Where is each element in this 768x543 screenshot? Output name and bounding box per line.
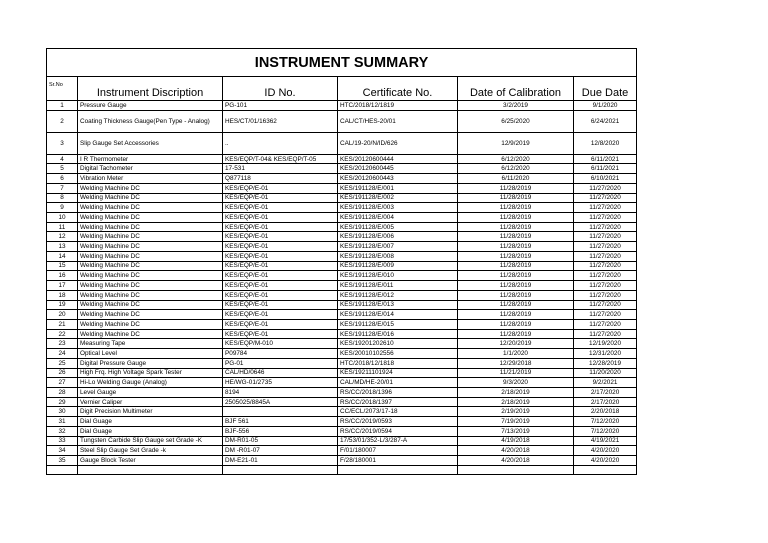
id-no-cell: KES/EQP/E-01	[223, 183, 338, 193]
table-row	[47, 183, 637, 193]
table-row	[47, 349, 637, 359]
id-no-cell: 17-531	[223, 164, 338, 174]
due-date-cell: 11/27/2020	[574, 319, 637, 329]
calibration-date-cell: 4/20/2018	[458, 456, 574, 466]
due-date-cell: 12/28/2019	[574, 358, 637, 368]
instrument-cell: Vibration Meter	[78, 174, 223, 184]
calibration-date-cell: 7/13/2019	[458, 426, 574, 436]
sr-no-cell: 3	[47, 132, 78, 154]
empty-cell	[47, 465, 78, 475]
due-date-cell: 6/10/2021	[574, 174, 637, 184]
certificate-no-cell: KES/191128/E/001	[338, 183, 458, 193]
sr-no-cell: 23	[47, 339, 78, 349]
due-date-cell: 11/27/2020	[574, 329, 637, 339]
instrument-cell: Steel Slip Gauge Set Grade -k	[78, 446, 223, 456]
instrument-summary-sheet	[46, 48, 636, 475]
certificate-no-cell: KES/191128/E/003	[338, 203, 458, 213]
due-date-cell: 11/27/2020	[574, 213, 637, 223]
calibration-date-cell: 11/28/2019	[458, 329, 574, 339]
table-row	[47, 213, 637, 223]
table-row	[47, 281, 637, 291]
calibration-date-cell: 11/28/2019	[458, 300, 574, 310]
table-row	[47, 110, 637, 132]
table-row	[47, 319, 637, 329]
column-header-certificate-no: Certificate No.	[338, 77, 458, 101]
due-date-cell: 2/20/2018	[574, 407, 637, 417]
table-row	[47, 242, 637, 252]
certificate-no-cell: KES/191128/E/016	[338, 329, 458, 339]
due-date-cell: 11/27/2020	[574, 290, 637, 300]
sr-no-cell: 29	[47, 397, 78, 407]
table-row	[47, 300, 637, 310]
calibration-date-cell: 6/11/2020	[458, 174, 574, 184]
calibration-date-cell: 11/28/2019	[458, 203, 574, 213]
due-date-cell: 4/20/2020	[574, 456, 637, 466]
table-row	[47, 426, 637, 436]
calibration-date-cell: 11/28/2019	[458, 193, 574, 203]
table-row	[47, 101, 637, 111]
id-no-cell: KES/EQP/E-01	[223, 290, 338, 300]
column-header-sr-no: Sr.No	[47, 77, 78, 101]
certificate-no-cell: KES/19211101924	[338, 368, 458, 378]
certificate-no-cell: KES/191128/E/007	[338, 242, 458, 252]
certificate-no-cell: HTC/2018/12/1818	[338, 358, 458, 368]
sr-no-cell: 21	[47, 319, 78, 329]
calibration-date-cell: 11/28/2019	[458, 232, 574, 242]
certificate-no-cell: RS/CC/2018/1396	[338, 387, 458, 397]
due-date-cell: 11/27/2020	[574, 261, 637, 271]
sr-no-cell: 32	[47, 426, 78, 436]
due-date-cell: 7/12/2020	[574, 426, 637, 436]
instrument-cell: Tungsten Carbide Slip Gauge set Grade -K	[78, 436, 223, 446]
due-date-cell: 11/20/2020	[574, 368, 637, 378]
id-no-cell: KES/EQP/E-01	[223, 300, 338, 310]
calibration-date-cell: 1/1/2020	[458, 349, 574, 359]
instrument-cell: Dial Guage	[78, 426, 223, 436]
id-no-cell: KES/EQP/E-01	[223, 310, 338, 320]
empty-cell	[458, 465, 574, 475]
certificate-no-cell: KES/191128/E/008	[338, 251, 458, 261]
calibration-date-cell: 2/19/2019	[458, 407, 574, 417]
due-date-cell: 9/1/2020	[574, 101, 637, 111]
table-row	[47, 436, 637, 446]
id-no-cell: KES/EQP/M-010	[223, 339, 338, 349]
table-row	[47, 387, 637, 397]
certificate-no-cell: KES/191128/E/013	[338, 300, 458, 310]
table-row	[47, 290, 637, 300]
table-row	[47, 407, 637, 417]
id-no-cell: DM -R01-07	[223, 446, 338, 456]
table-row	[47, 154, 637, 164]
table-row	[47, 378, 637, 388]
instrument-cell: Digital Tachometer	[78, 164, 223, 174]
calibration-date-cell: 12/20/2019	[458, 339, 574, 349]
id-no-cell: BJF 561	[223, 417, 338, 427]
table-row	[47, 164, 637, 174]
instrument-cell: Welding Machine DC	[78, 222, 223, 232]
due-date-cell: 11/27/2020	[574, 222, 637, 232]
id-no-cell: KES/EQP/E-01	[223, 203, 338, 213]
id-no-cell: PG-101	[223, 101, 338, 111]
calibration-date-cell: 12/9/2019	[458, 132, 574, 154]
sr-no-cell: 27	[47, 378, 78, 388]
instrument-cell: Welding Machine DC	[78, 290, 223, 300]
calibration-date-cell: 6/12/2020	[458, 164, 574, 174]
id-no-cell: HES/CT/01/16362	[223, 110, 338, 132]
empty-cell	[338, 465, 458, 475]
id-no-cell: KES/EQP/E-01	[223, 213, 338, 223]
table-row	[47, 222, 637, 232]
table-row	[47, 368, 637, 378]
sr-no-cell: 10	[47, 213, 78, 223]
sr-no-cell: 24	[47, 349, 78, 359]
instrument-cell: I R Thermometer	[78, 154, 223, 164]
id-no-cell: KES/EQP/E-01	[223, 251, 338, 261]
calibration-date-cell: 11/28/2019	[458, 319, 574, 329]
instrument-cell: Welding Machine DC	[78, 183, 223, 193]
due-date-cell: 12/19/2020	[574, 339, 637, 349]
due-date-cell: 6/11/2021	[574, 164, 637, 174]
sr-no-cell: 31	[47, 417, 78, 427]
certificate-no-cell: HTC/2018/12/1819	[338, 101, 458, 111]
due-date-cell: 7/12/2020	[574, 417, 637, 427]
certificate-no-cell: KES/191128/E/009	[338, 261, 458, 271]
certificate-no-cell: CAL/19-20/N/ID/626	[338, 132, 458, 154]
id-no-cell: KES/EQP/E-01	[223, 329, 338, 339]
due-date-cell: 11/27/2020	[574, 242, 637, 252]
certificate-no-cell: KES/191128/E/006	[338, 232, 458, 242]
column-header-due-date: Due Date	[574, 77, 637, 101]
id-no-cell: KES/EQP/E-01	[223, 222, 338, 232]
instrument-cell: Digit Precision Multimeter	[78, 407, 223, 417]
sr-no-cell: 5	[47, 164, 78, 174]
sr-no-cell: 26	[47, 368, 78, 378]
certificate-no-cell: KES/20120600443	[338, 174, 458, 184]
instrument-cell: Vernier Caliper	[78, 397, 223, 407]
table-row	[47, 193, 637, 203]
due-date-cell: 11/27/2020	[574, 183, 637, 193]
certificate-no-cell: KES/20120600444	[338, 154, 458, 164]
calibration-date-cell: 12/29/2018	[458, 358, 574, 368]
instrument-cell: High Frq. High Voltage Spark Tester	[78, 368, 223, 378]
instrument-cell: Welding Machine DC	[78, 213, 223, 223]
sr-no-cell: 7	[47, 183, 78, 193]
due-date-cell: 2/17/2020	[574, 397, 637, 407]
table-row	[47, 339, 637, 349]
calibration-date-cell: 3/2/2019	[458, 101, 574, 111]
instrument-cell: Welding Machine DC	[78, 203, 223, 213]
due-date-cell: 12/31/2020	[574, 349, 637, 359]
sheet-title: INSTRUMENT SUMMARY	[47, 49, 637, 77]
certificate-no-cell: F/01/180007	[338, 446, 458, 456]
sr-no-cell: 14	[47, 251, 78, 261]
table-row	[47, 261, 637, 271]
instrument-cell: Welding Machine DC	[78, 329, 223, 339]
empty-cell	[574, 465, 637, 475]
certificate-no-cell: F/28/180001	[338, 456, 458, 466]
sr-no-cell: 4	[47, 154, 78, 164]
instrument-cell: Welding Machine DC	[78, 251, 223, 261]
id-no-cell: 8194	[223, 387, 338, 397]
calibration-date-cell: 11/28/2019	[458, 310, 574, 320]
table-row	[47, 329, 637, 339]
calibration-date-cell: 6/25/2020	[458, 110, 574, 132]
id-no-cell: HE/WG-01/2735	[223, 378, 338, 388]
table-row	[47, 203, 637, 213]
certificate-no-cell: KES/191128/E/002	[338, 193, 458, 203]
table-row	[47, 132, 637, 154]
due-date-cell: 12/8/2020	[574, 132, 637, 154]
due-date-cell: 11/27/2020	[574, 300, 637, 310]
table-row	[47, 397, 637, 407]
sr-no-cell: 30	[47, 407, 78, 417]
instrument-cell: Gauge Block Tester	[78, 456, 223, 466]
column-header-date-of-calibration: Date of Calibration	[458, 77, 574, 101]
id-no-cell: KES/EQP/E-01	[223, 242, 338, 252]
sr-no-cell: 15	[47, 261, 78, 271]
calibration-date-cell: 2/18/2019	[458, 397, 574, 407]
id-no-cell: DM-E21-01	[223, 456, 338, 466]
due-date-cell: 11/27/2020	[574, 203, 637, 213]
table-row	[47, 417, 637, 427]
instrument-cell: Slip Gauge Set Accessories	[78, 132, 223, 154]
certificate-no-cell: 17/53/01/352-L/3/287-A	[338, 436, 458, 446]
calibration-date-cell: 9/3/2020	[458, 378, 574, 388]
calibration-date-cell: 11/28/2019	[458, 281, 574, 291]
certificate-no-cell: KES/191128/E/010	[338, 271, 458, 281]
instrument-cell: Welding Machine DC	[78, 281, 223, 291]
id-no-cell: KES/EQP/T-04& KES/EQP/T-05	[223, 154, 338, 164]
calibration-date-cell: 6/12/2020	[458, 154, 574, 164]
sr-no-cell: 25	[47, 358, 78, 368]
instrument-cell: Welding Machine DC	[78, 193, 223, 203]
id-no-cell: P09784	[223, 349, 338, 359]
due-date-cell: 11/27/2020	[574, 193, 637, 203]
table-row	[47, 174, 637, 184]
sr-no-cell: 16	[47, 271, 78, 281]
certificate-no-cell: CAL/MD/HE-20/01	[338, 378, 458, 388]
calibration-date-cell: 11/28/2019	[458, 183, 574, 193]
calibration-date-cell: 11/28/2019	[458, 290, 574, 300]
calibration-date-cell: 7/19/2019	[458, 417, 574, 427]
calibration-date-cell: 11/21/2019	[458, 368, 574, 378]
sr-no-cell: 18	[47, 290, 78, 300]
instrument-cell: Hi-Lo Welding Gauge (Analog)	[78, 378, 223, 388]
calibration-date-cell: 11/28/2019	[458, 222, 574, 232]
sr-no-cell: 34	[47, 446, 78, 456]
instrument-cell: Welding Machine DC	[78, 310, 223, 320]
id-no-cell: CAL/HD/0646	[223, 368, 338, 378]
certificate-no-cell: KES/191128/E/004	[338, 213, 458, 223]
instrument-cell: Measuring Tape	[78, 339, 223, 349]
calibration-date-cell: 2/18/2019	[458, 387, 574, 397]
due-date-cell: 11/27/2020	[574, 271, 637, 281]
id-no-cell: PG-01	[223, 358, 338, 368]
sr-no-cell: 9	[47, 203, 78, 213]
instrument-cell: Welding Machine DC	[78, 271, 223, 281]
due-date-cell: 11/27/2020	[574, 251, 637, 261]
calibration-date-cell: 4/19/2018	[458, 436, 574, 446]
due-date-cell: 4/20/2020	[574, 446, 637, 456]
instrument-cell: Welding Machine DC	[78, 261, 223, 271]
id-no-cell: Q877118	[223, 174, 338, 184]
calibration-date-cell: 11/28/2019	[458, 251, 574, 261]
certificate-no-cell: RS/CC/2019/0594	[338, 426, 458, 436]
header-row	[47, 77, 637, 101]
sr-no-cell: 12	[47, 232, 78, 242]
sr-no-cell: 22	[47, 329, 78, 339]
id-no-cell: KES/EQP/E-01	[223, 193, 338, 203]
certificate-no-cell: KES/191128/E/012	[338, 290, 458, 300]
id-no-cell: KES/EQP/E-01	[223, 319, 338, 329]
empty-cell	[223, 465, 338, 475]
table-row	[47, 251, 637, 261]
instrument-cell: Dial Guage	[78, 417, 223, 427]
due-date-cell: 2/17/2020	[574, 387, 637, 397]
id-no-cell: ..	[223, 132, 338, 154]
column-header-instrument: Instrument Discription	[78, 77, 223, 101]
due-date-cell: 11/27/2020	[574, 281, 637, 291]
instrument-cell: Welding Machine DC	[78, 300, 223, 310]
due-date-cell: 6/24/2021	[574, 110, 637, 132]
empty-row	[47, 465, 637, 475]
id-no-cell: 2505025/8845A	[223, 397, 338, 407]
sr-no-cell: 8	[47, 193, 78, 203]
calibration-date-cell: 11/28/2019	[458, 261, 574, 271]
instrument-table	[46, 48, 637, 475]
due-date-cell: 11/27/2020	[574, 232, 637, 242]
due-date-cell: 4/19/2021	[574, 436, 637, 446]
certificate-no-cell: CC/ECL/2073/17-18	[338, 407, 458, 417]
calibration-date-cell: 11/28/2019	[458, 271, 574, 281]
certificate-no-cell: KES/191128/E/014	[338, 310, 458, 320]
id-no-cell: BJF-556	[223, 426, 338, 436]
sr-no-cell: 20	[47, 310, 78, 320]
id-no-cell: KES/EQP/E-01	[223, 261, 338, 271]
sr-no-cell: 1	[47, 101, 78, 111]
sr-no-cell: 35	[47, 456, 78, 466]
sr-no-cell: 6	[47, 174, 78, 184]
sr-no-cell: 13	[47, 242, 78, 252]
due-date-cell: 6/11/2021	[574, 154, 637, 164]
empty-cell	[78, 465, 223, 475]
certificate-no-cell: KES/20010102556	[338, 349, 458, 359]
certificate-no-cell: KES/191128/E/011	[338, 281, 458, 291]
instrument-cell: Digital Pressure Gauge	[78, 358, 223, 368]
table-row	[47, 456, 637, 466]
certificate-no-cell: KES/19201202610	[338, 339, 458, 349]
id-no-cell: KES/EQP/E-01	[223, 271, 338, 281]
column-header-id-no: ID No.	[223, 77, 338, 101]
instrument-cell: Optical Level	[78, 349, 223, 359]
calibration-date-cell: 4/20/2018	[458, 446, 574, 456]
instrument-cell: Level Gauge	[78, 387, 223, 397]
due-date-cell: 11/27/2020	[574, 310, 637, 320]
certificate-no-cell: KES/20120600445	[338, 164, 458, 174]
instrument-cell: Welding Machine DC	[78, 319, 223, 329]
id-no-cell: KES/EQP/E-01	[223, 281, 338, 291]
calibration-date-cell: 11/28/2019	[458, 242, 574, 252]
certificate-no-cell: KES/191128/E/015	[338, 319, 458, 329]
calibration-date-cell: 11/28/2019	[458, 213, 574, 223]
sr-no-cell: 33	[47, 436, 78, 446]
sr-no-cell: 28	[47, 387, 78, 397]
certificate-no-cell: KES/191128/E/005	[338, 222, 458, 232]
instrument-cell: Coating Thickness Gauge(Pen Type - Analog)	[78, 110, 223, 132]
table-row	[47, 271, 637, 281]
table-row	[47, 232, 637, 242]
certificate-no-cell: RS/CC/2019/0593	[338, 417, 458, 427]
id-no-cell	[223, 407, 338, 417]
table-row	[47, 358, 637, 368]
sr-no-cell: 19	[47, 300, 78, 310]
table-row	[47, 310, 637, 320]
instrument-cell: Welding Machine DC	[78, 242, 223, 252]
instrument-cell: Pressure Gauge	[78, 101, 223, 111]
certificate-no-cell: RS/CC/2018/1397	[338, 397, 458, 407]
id-no-cell: DM-R01-05	[223, 436, 338, 446]
sr-no-cell: 17	[47, 281, 78, 291]
instrument-cell: Welding Machine DC	[78, 232, 223, 242]
certificate-no-cell: CAL/CT/HES-20/01	[338, 110, 458, 132]
due-date-cell: 9/2/2021	[574, 378, 637, 388]
table-row	[47, 446, 637, 456]
sr-no-cell: 11	[47, 222, 78, 232]
sr-no-cell: 2	[47, 110, 78, 132]
id-no-cell: KES/EQP/E-01	[223, 232, 338, 242]
